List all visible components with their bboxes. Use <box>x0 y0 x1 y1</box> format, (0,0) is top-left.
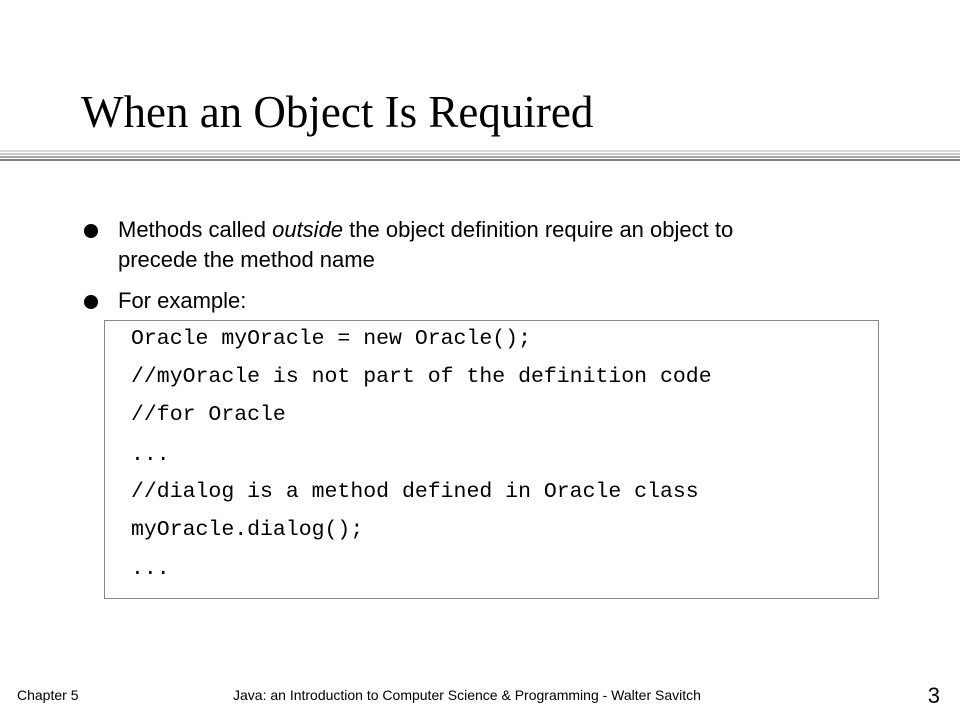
code-line: ... <box>131 557 170 581</box>
code-line: ... <box>131 443 170 467</box>
bullet-text: Methods called outside the object definition require an object to <box>118 217 734 242</box>
code-line: //dialog is a method defined in Oracle class <box>131 480 699 504</box>
bullet-text: For example: <box>118 288 247 313</box>
bullet-text-continued: precede the method name <box>118 247 375 272</box>
code-line: Oracle myOracle = new Oracle(); <box>131 327 531 351</box>
code-line: //myOracle is not part of the definition code <box>131 365 712 389</box>
slide-title: When an Object Is Required <box>81 87 594 137</box>
code-example-box <box>104 320 879 599</box>
footer-chapter: Chapter 5 <box>17 687 79 703</box>
emphasis-text: outside <box>272 217 344 242</box>
bullet-item <box>80 215 900 275</box>
code-line: //for Oracle <box>131 403 286 427</box>
page-number: 3 <box>927 683 940 708</box>
bullet-dot-icon <box>84 224 98 238</box>
code-line: myOracle.dialog(); <box>131 518 364 542</box>
title-underline-rule <box>0 150 960 162</box>
footer-course-title: Java: an Introduction to Computer Science & Programming - Walter Savitch <box>233 687 701 703</box>
bullet-item <box>80 286 900 316</box>
bullet-dot-icon <box>84 295 98 309</box>
